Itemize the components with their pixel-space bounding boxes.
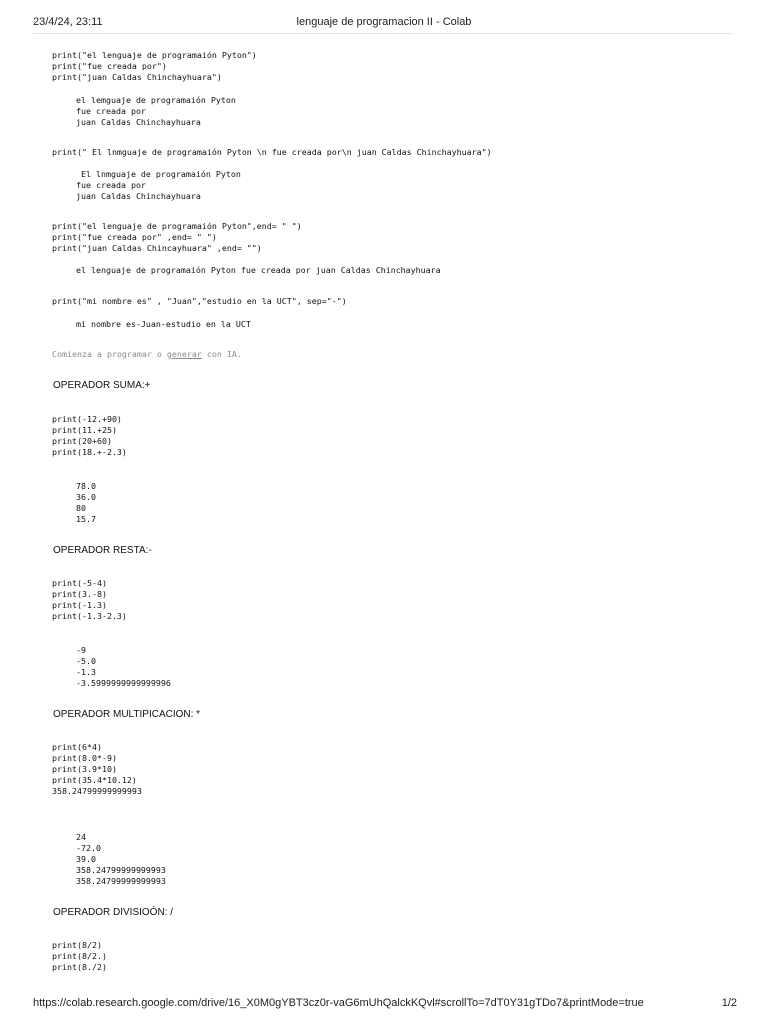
cell-output: 78.0 36.0 80 15.7 (76, 481, 96, 525)
page-number: 1/2 (721, 997, 737, 1009)
section-heading: OPERADOR SUMA:+ (53, 380, 151, 391)
cell-output: El lnmguaje de programaión Pyton fue creada por juan Caldas Chinchayhuara (76, 169, 241, 202)
cell-output: 24 -72.0 39.0 358.24799999999993 358.24799999999993 (76, 832, 166, 887)
cell-output: el lemguaje de programaión Pyton fue creada por juan Caldas Chinchayhuara (76, 95, 236, 128)
cell-output: -9 -5.0 -1.3 -3.5999999999999996 (76, 645, 171, 689)
section-heading: OPERADOR DIVISIOÓN: / (53, 907, 174, 918)
empty-cell-hint[interactable] (52, 349, 242, 360)
hint-text-end: con IA. (201, 349, 242, 359)
code-cell[interactable]: print("el lenguaje de programaión Pyton",end= " ") print("fue creada por" ,end= " ") print("juan Caldas Chincayhuara" ,end= "") (52, 221, 302, 254)
code-cell[interactable]: print(-5-4) print(3.-8) print(-1.3) print(-1.3-2.3) (52, 578, 127, 622)
generate-link[interactable]: generar (166, 349, 202, 359)
page-title: lenguaje de programacion II - Colab (296, 16, 472, 28)
header-divider (33, 33, 733, 34)
cell-output: el lenguaje de programaión Pyton fue creada por juan Caldas Chinchayhuara (76, 265, 441, 275)
code-cell[interactable]: print(8/2) print(8/2.) print(8./2) (52, 940, 107, 973)
code-cell[interactable]: print("mi nombre es" , "Juan","estudio en la UCT", sep="-") (52, 296, 347, 306)
page-url: https://colab.research.google.com/drive/16_X0M0gYBT3cz0r-vaG6mUhQalckKQvl#scrollTo=7dT0Y31gTDo7&printMode=true (33, 997, 644, 1009)
code-cell[interactable]: print(" El lnmguaje de programaión Pyton \n fue creada por\n juan Caldas Chinchayhuara") (52, 147, 492, 157)
hint-text: Comienza a programar o (52, 349, 167, 359)
cell-output: mi nombre es-Juan-estudio en la UCT (76, 319, 251, 329)
section-heading: OPERADOR RESTA:- (53, 545, 152, 556)
code-cell[interactable]: print(6*4) print(8.0*-9) print(3.9*10) print(35.4*10.12) 358.24799999999993 (52, 742, 142, 797)
print-date: 23/4/24, 23:11 (33, 16, 103, 28)
code-cell[interactable]: print("el lenguaje de programaión Pyton") print("fue creada por") print("juan Caldas Chinchayhuara") (52, 50, 257, 83)
code-cell[interactable]: print(-12.+90) print(11.+25) print(20+60) print(18.+-2.3) (52, 414, 127, 458)
section-heading: OPERADOR MULTIPICACION: * (53, 709, 201, 720)
